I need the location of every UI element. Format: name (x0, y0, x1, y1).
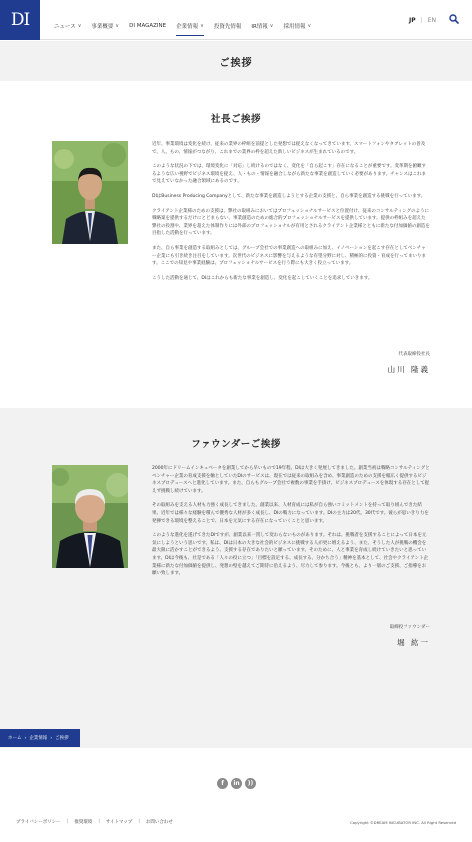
nav-item-news[interactable] (54, 22, 81, 36)
chevron-down-icon: ∨ (115, 23, 120, 29)
lang-jp[interactable]: JP (409, 17, 416, 24)
nav-item-magazine[interactable] (129, 22, 166, 36)
signature-title: 代表取締役社長 (398, 352, 430, 357)
facebook-icon[interactable]: f (217, 778, 228, 789)
message-paragraph: 2000年にドリームインキュベータを創業してから早いもので19年程、DIは大きく発展してきました。創業当初は戦略コンサルティングとベンチャー企業の育成支援を軸としていたDIのサービスは、現在では従来の取組みを含め、事業創造のための支援を幅広く提供するビジネスプロデュースへと進化しています。また、自らもグループ会社で複数の事業を手掛け、ビジネスプロデュースを体現する存在として捉えず挑戦し続けています。 (152, 466, 430, 494)
nav-label: 採用情報 (283, 24, 306, 30)
site-header (0, 0, 472, 40)
message-paragraph: クライアント企業様のための支援は、弊社の取組みにおいてはプロフェッショナルサービスと位置付け、従来のコンサルティングのように戦略案を提供するだけにとどまらない、事業創造のための総合的プロフェッショナルサービスを提供しています。提供の枠組みを超えた弊社の役割や、業界を超えた体制作りには外部のプロフェッショナルが有用とされるクライアント企業様とともに新たな付加価値の創造を目指した活動を行っています。 (152, 208, 430, 237)
footer-divider: | (98, 819, 100, 824)
president-section (0, 81, 472, 408)
message-paragraph: このような状況の下では、環境変化に「対応」し続けるのではなく、変化を「自ら起こす」存在になることが重要です。変革期を俯瞰するような広い視野でビジネス環境を捉え、人・もの・情報を融合しながら新たな事業を創造していく必要があります。チャンスはこれまで見えていなかった融合領域にあるのです。 (152, 164, 427, 185)
signature-name: 山川 隆義 (387, 365, 430, 374)
breadcrumb-separator: › (50, 735, 53, 741)
message-paragraph: その取組みを支える人材も力強く成長してきました。創業以来、人材育成には私が自ら強いコミットメントを持って取り組んできた結果、近年では様々な経験を積んで優秀な人材が多く成長し、DIの戦力になっています。DIの主力は20代、30代です。彼らが思いきり力を発揮できる環境を整えることで、日本を元気にする存在になっていくことと思います。 (152, 503, 429, 524)
page-title: ご挨拶 (219, 57, 253, 69)
nav-label: IR情報 (251, 24, 268, 30)
breadcrumb-separator: › (24, 735, 27, 741)
chevron-down-icon: ∨ (77, 23, 82, 29)
nav-label: 企業情報 (176, 24, 199, 30)
nav-label: DI MAGAZINE (129, 23, 167, 29)
signature-name: 堀 紘一 (397, 638, 430, 647)
nav-label: ニュース (54, 24, 76, 30)
footer-link-contact[interactable]: お問い合わせ (145, 820, 173, 825)
message-paragraph: こうした活動を通じて、DIはこれからも新たな事業を創造し、変化を起こしていくことを追求していきます。 (152, 275, 373, 281)
chevron-down-icon: ∨ (200, 23, 204, 29)
global-nav (54, 22, 321, 36)
site-footer (0, 814, 472, 834)
breadcrumb-current: ご挨拶 (55, 736, 69, 741)
footer-divider: | (138, 819, 140, 824)
nav-item-portfolio[interactable] (214, 22, 242, 36)
social-links (217, 778, 259, 789)
nav-label: 事業概要 (91, 24, 114, 30)
nav-item-ir[interactable] (251, 22, 273, 36)
lang-en[interactable]: EN (427, 17, 436, 24)
message-paragraph: 近年、事業環境は変化を続け、従来の業界の枠組を前提とした発想では捉えなくなってきています。スマートフォンやタブレットの普及で、人、もの、情報がつながり、これまでの業界の枠を超えた新しいビジネスが生まれているのです。 (152, 142, 426, 155)
message-paragraph: DIはBusiness Producing Companyとして、新たな事業を創造しようとする企業の支援と、自ら事業を創造する挑戦を行っています。 (152, 193, 426, 199)
footer-divider: | (66, 819, 69, 824)
signature-title: 取締役ファウンダー (389, 625, 430, 630)
nav-item-business[interactable] (91, 22, 119, 36)
nav-item-recruit[interactable] (283, 22, 311, 36)
lang-divider: | (420, 17, 423, 24)
president-photo (52, 141, 128, 244)
copyright: Copyright ©DREAM INCUBATOR INC. All Right Reserved (350, 820, 456, 825)
founder-section (0, 408, 472, 678)
footer-link-privacy[interactable]: プライバシーポリシー (16, 820, 61, 825)
president-message (152, 141, 430, 289)
message-paragraph: このような進化を遂げてきたDIですが、創業以来一貫して変わらないものがあります。それは、挑戦者を支援することによって日本を元気にしようという思いです。私は、DIは日本の大きな社会的ビジネスに挑戦する人が更に増えるよう、また、そうした人が挑戦の機会を最大限に活かすことができるよう、支援する存在でありたいと願っています。そのために、人と事業を育成し続けていきたいと思っています。DIは今後も、社是である「人々の役に立つ」「目標を設定する、成長する、分かち合う」精神を基本として、社会やクライアント企業様に新たな付加価値を提供し、発想の壁を越えてご期待に沿えるよう、尽力して参ります。今後とも、より一層のご支援、ご指導をお願い致します。 (152, 533, 429, 577)
page-title-band (0, 41, 472, 81)
founder-message (152, 465, 430, 585)
rss-icon[interactable]: )) (245, 778, 256, 789)
nav-label: 投資先情報 (213, 24, 242, 30)
section-heading: 社長ご挨拶 (210, 114, 261, 125)
chevron-down-icon: ∨ (269, 23, 274, 29)
breadcrumb-home[interactable]: ホーム (8, 736, 22, 741)
founder-photo (52, 465, 128, 568)
logo[interactable]: DI (0, 0, 40, 40)
nav-item-company[interactable] (176, 22, 204, 36)
language-switch (409, 17, 436, 24)
breadcrumb (0, 729, 80, 747)
linkedin-icon[interactable]: in (231, 778, 242, 789)
footer-link-environment[interactable]: 推奨環境 (74, 820, 93, 825)
footer-link-sitemap[interactable]: サイトマップ (105, 820, 133, 825)
search-icon[interactable] (449, 14, 459, 24)
footer-links (16, 819, 179, 825)
chevron-down-icon: ∨ (307, 23, 312, 29)
message-paragraph: また、自ら事業を創造する取組みとしては、グループ会社での事業創造への取組みに加え、イノベーションを起こす存在としてベンチャー企業にも引き続き注目をしています。次世代のビジネスに影響を与えるような有望分野に対し、積極的に投資・育成を行ってまいります。ここでの知見や事業経験は、プロフェッショナルサービスを行う際にも大きく役立っています。 (152, 245, 426, 267)
breadcrumb-company[interactable]: 企業情報 (29, 736, 48, 741)
section-heading: ファウンダーご挨拶 (191, 439, 281, 450)
